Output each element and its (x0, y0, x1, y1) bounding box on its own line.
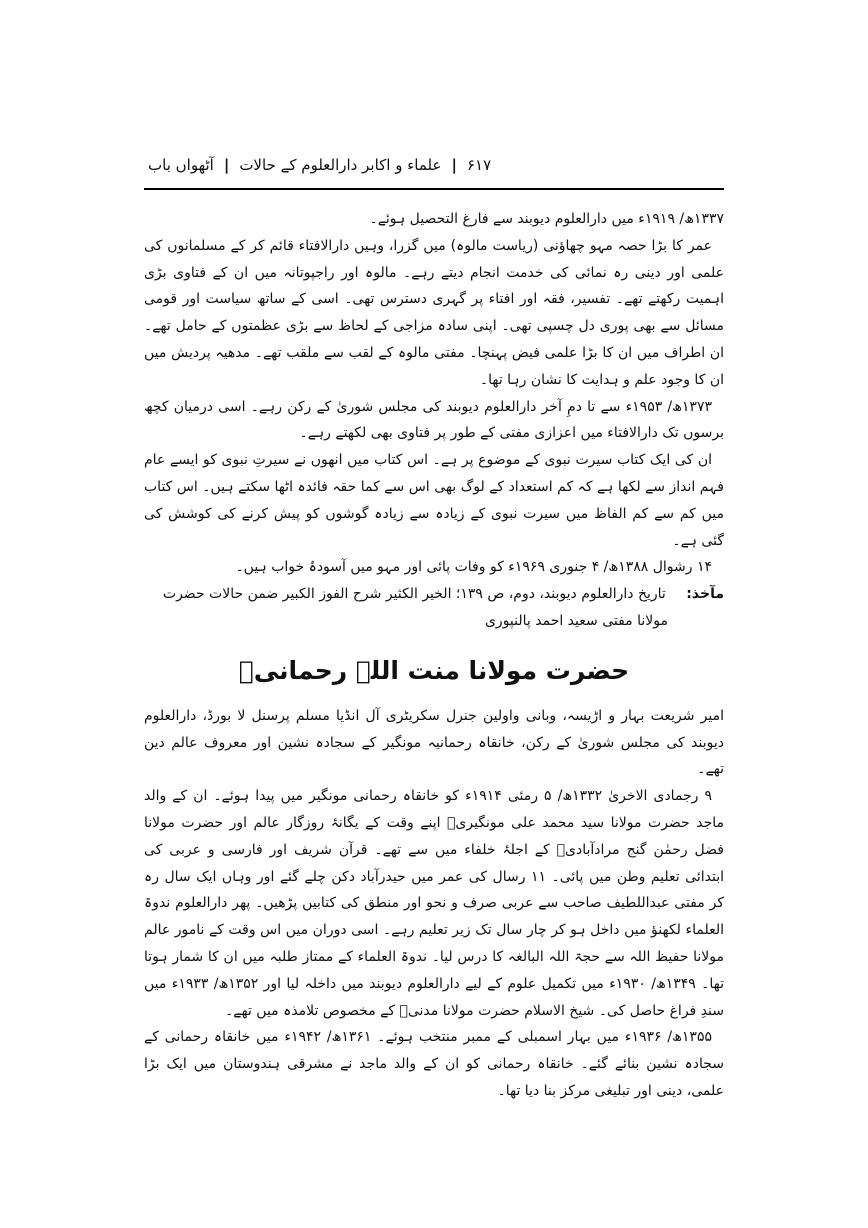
paragraph: امیر شریعت بہار و اڑیسہ، وبانی واولین جنرل سکریٹری آل انڈیا مسلم پرسنل لا بورڈ، دارالعلوم دیوبند کی مجلس شوریٰ کے رکن، خانقاہ رحمانیہ مونگیر کے سجادہ نشین اور معروف عالم دین تھے۔ (144, 707, 724, 778)
chapter-label: آٹھواں باب (148, 156, 214, 174)
page-body (144, 206, 724, 1105)
section-heading: حضرت مولانا منت اللہ رحمانیؒ (238, 655, 630, 685)
paragraph: ۱۳۳۷ھ/ ۱۹۱۹ء میں دارالعلوم دیوبند سے فارغ التحصیل ہوئے۔ (369, 211, 724, 227)
page-number: ۶۱۷ (466, 156, 492, 174)
header-separator: | (451, 156, 457, 174)
paragraph: ۱۴ رشوال ۱۳۸۸ھ/ ۴ جنوری ۱۹۶۹ء کو وفات پائی اور مہو میں آسودۂ خواب ہیں۔ (235, 559, 712, 576)
paragraph: عمر کا بڑا حصہ مہو چھاؤنی (ریاست مالوہ) میں گزرا، وہیں دارالافتاء قائم کر کے مسلمانوں کی علمی اور دینی رہ نمائی کی خدمت انجام دیتے رہے۔ مالوہ اور راجپوتانہ میں ان کے فتاوی بڑی اہمیت رکھتے تھے۔ تفسیر، فقہ اور افتاء پر گہری دسترس تھی۔ اسی کے ساتھ سیاست اور قومی مسائل سے بھی پوری دل چسپی تھی۔ اپنی سادہ مزاجی کے لحاظ سے بڑی عظمتوں کے حامل تھے۔ ان اطراف میں ان کا بڑا علمی فیض پہنچا۔ مفتی مالوہ کے لقب سے ملقب تھے۔ مدھیہ پردیش میں ان کا وجود علم و ہدایت کا نشان رہا تھا۔ (144, 237, 724, 388)
running-header (148, 156, 720, 174)
source-label: مآخذ: (686, 586, 724, 603)
source-citation (144, 581, 724, 635)
source-line: تاریخ دارالعلوم دیوبند، دوم، ص ۱۳۹؛ الخیر الکثیر شرح الفوز الکبیر ضمن حالات حضرت (162, 586, 666, 603)
paragraph: ۹ رجمادی الاخریٰ ۱۳۳۲ھ/ ۵ رمئی ۱۹۱۴ء کو خانقاہ رحمانی مونگیر میں پیدا ہوئے۔ ان کے والد ماجد حضرت مولانا سید محمد علی مونگیریؒ اپنے وقت کے یگانۂ روزگار عالم اور حضرت مولانا فضل رحمٰن گنج مرادآبادیؒ کے اجلۂ خلفاء میں سے تھے۔ قرآن شریف اور فارسی و عربی کی ابتدائی تعلیم وطن میں پائی۔ ۱۱ رسال کی عمر میں حیدرآباد دکن چلے گئے اور وہاں ایک سال رہ کر مفتی عبداللطیف صاحب سے عربی صرف و نحو اور منطق کی کتابیں پڑھیں۔ پھر دارالعلوم ندوۃ العلماء لکھنؤ میں داخل ہو کر چار سال تک زیر تعلیم رہے۔ اسی دوران میں اس وقت کے نامور عالم مولانا حفیظ اللہ سے حجۃ اللہ البالغہ کا درس لیا۔ ندوۃ العلماء کے ممتاز طلبہ میں ان کا شمار ہوتا تھا۔ ۱۳۴۹ھ/ ۱۹۳۰ء میں تکمیل علوم کے لیے دارالعلوم دیوبند میں داخلہ لیا اور ۱۳۵۲ھ/ ۱۹۳۳ء میں سندِ فراغ حاصل کی۔ شیخ الاسلام حضرت مولانا مدنیؒ کے مخصوص تلامذہ میں تھے۔ (144, 788, 724, 1019)
paragraph: ان کی ایک کتاب سیرت نبوی کے موضوع پر ہے۔ اس کتاب میں انھوں نے سیرتِ نبوی کو ایسے عام فہم انداز سے لکھا ہے کہ کم استعداد کے لوگ بھی اس سے کما حقہ فائدہ اٹھا سکتے ہیں۔ اس کتاب میں کم سے کم الفاظ میں سیرت نبوی کے زیادہ سے زیادہ گوشوں کو پیش کرنے کی کوشش کی گئی ہے۔ (144, 452, 724, 549)
header-rule (144, 188, 724, 190)
header-separator: | (223, 156, 230, 174)
source-line: مولانا مفتی سعید احمد پالنپوری (484, 612, 668, 629)
paragraph: ۱۳۷۳ھ/ ۱۹۵۳ء سے تا دمِ آخر دارالعلوم دیوبند کی مجلس شوریٰ کے رکن رہے۔ اسی درمیان کچھ برسوں تک دارالافتاء میں اعزازی مفتی کے طور پر فتاوی بھی لکھتے رہے۔ (144, 398, 724, 442)
header-title: علماء و اکابر دارالعلوم کے حالات (239, 156, 442, 174)
paragraph: ۱۳۵۵ھ/ ۱۹۳۶ء میں بہار اسمبلی کے ممبر منتخب ہوئے۔ ۱۳۶۱ھ/ ۱۹۴۲ء میں خانقاہ رحمانی کے سجادہ نشین بنائے گئے۔ خانقاہ رحمانی کو ان کے والد ماجد نے مشرقی ہندوستان میں ایک بڑا علمی، دینی اور تبلیغی مرکز بنا دیا تھا۔ (144, 1029, 724, 1099)
